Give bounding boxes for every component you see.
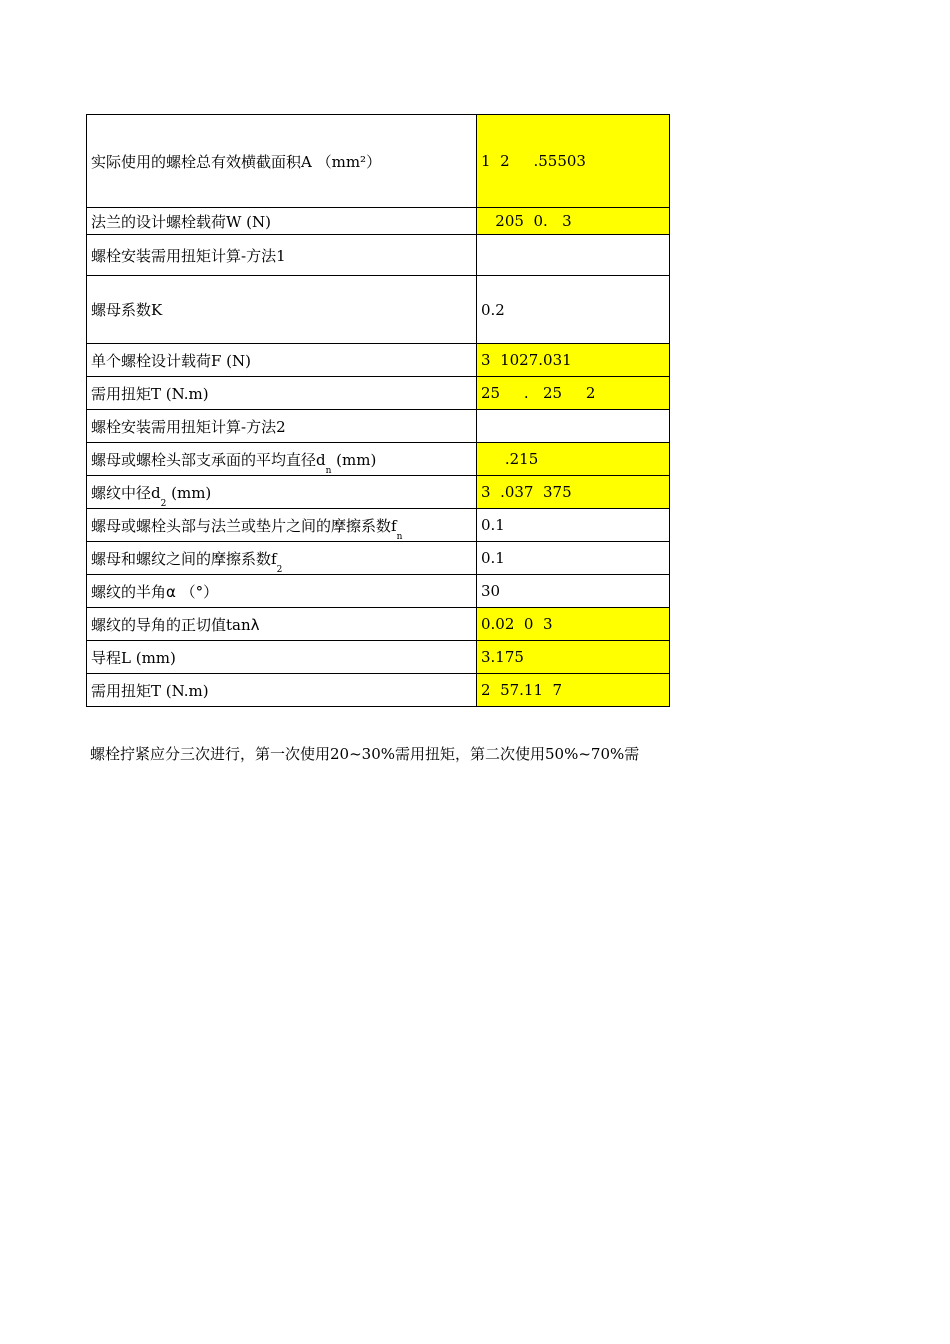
table-row-required-torque-1 [87,377,670,410]
torque-calculation-table [86,114,670,707]
subscript: n [325,465,332,476]
value-cell[interactable]: 0.1 [477,542,670,575]
table-row-single-bolt-load [87,344,670,377]
subscript: 2 [276,564,283,575]
table-row-bearing-friction [87,509,670,542]
label-cell: 螺母系数K [87,276,477,344]
value-cell[interactable] [477,235,670,276]
label-cell: 螺纹中径$d_2$ (mm) [87,476,477,509]
table-row-thread-friction [87,542,670,575]
table-row-thread-half-angle [87,575,670,608]
label-cell: 螺母或螺栓头部支承面的平均直径$d_n$ (mm) [87,443,477,476]
table-row-lead-angle-tangent [87,608,670,641]
value-cell[interactable]: 0.2 [477,276,670,344]
section-heading: 螺栓安装需用扭矩计算-方法2 [87,410,477,443]
section-heading: 螺栓安装需用扭矩计算-方法1 [87,235,477,276]
table-row-design-bolt-load [87,208,670,235]
value-cell[interactable]: 1 2 .55503 [477,115,670,208]
label-cell: 实际使用的螺栓总有效横截面积A （mm²） [87,115,477,208]
label-cell: 导程L (mm) [87,641,477,674]
value-cell[interactable]: 205 0. 3 [477,208,670,235]
value-cell[interactable]: 0.1 [477,509,670,542]
label-cell: 螺纹的半角α （°） [87,575,477,608]
table-row-method2-heading [87,410,670,443]
label-cell: 需用扭矩T (N.m) [87,377,477,410]
value-cell[interactable]: 2 57.11 7 [477,674,670,707]
table-row-total-effective-area [87,115,670,208]
value-cell[interactable]: 30 [477,575,670,608]
value-cell[interactable] [477,410,670,443]
value-cell[interactable]: 3 1027.031 [477,344,670,377]
value-cell[interactable]: 3.175 [477,641,670,674]
table-row-required-torque-2 [87,674,670,707]
subscript: n [396,531,403,542]
table-row-mean-bearing-diameter [87,443,670,476]
value-cell[interactable]: 25 . 25 2 [477,377,670,410]
lambda-symbol: λ [250,615,260,634]
alpha-symbol: α [166,582,176,601]
value-cell[interactable]: 0.02 0 3 [477,608,670,641]
label-cell: 螺纹的导角的正切值tanλ [87,608,477,641]
table-row-lead [87,641,670,674]
table-row-nut-factor [87,276,670,344]
value-cell[interactable]: 3 .037 375 [477,476,670,509]
label-cell: 法兰的设计螺栓载荷W (N) [87,208,477,235]
tightening-note: 螺栓拧紧应分三次进行，第一次使用20~30%需用扭矩，第二次使用50%~70%需 [90,745,640,763]
label-cell: 螺母或螺栓头部与法兰或垫片之间的摩擦系数$f_n$ [87,509,477,542]
label-cell: 需用扭矩T (N.m) [87,674,477,707]
label-cell: 单个螺栓设计载荷F (N) [87,344,477,377]
value-cell[interactable]: .215 [477,443,670,476]
table-row-method1-heading [87,235,670,276]
table-row-pitch-diameter [87,476,670,509]
subscript: 2 [160,498,167,509]
label-cell: 螺母和螺纹之间的摩擦系数$f_2$ [87,542,477,575]
